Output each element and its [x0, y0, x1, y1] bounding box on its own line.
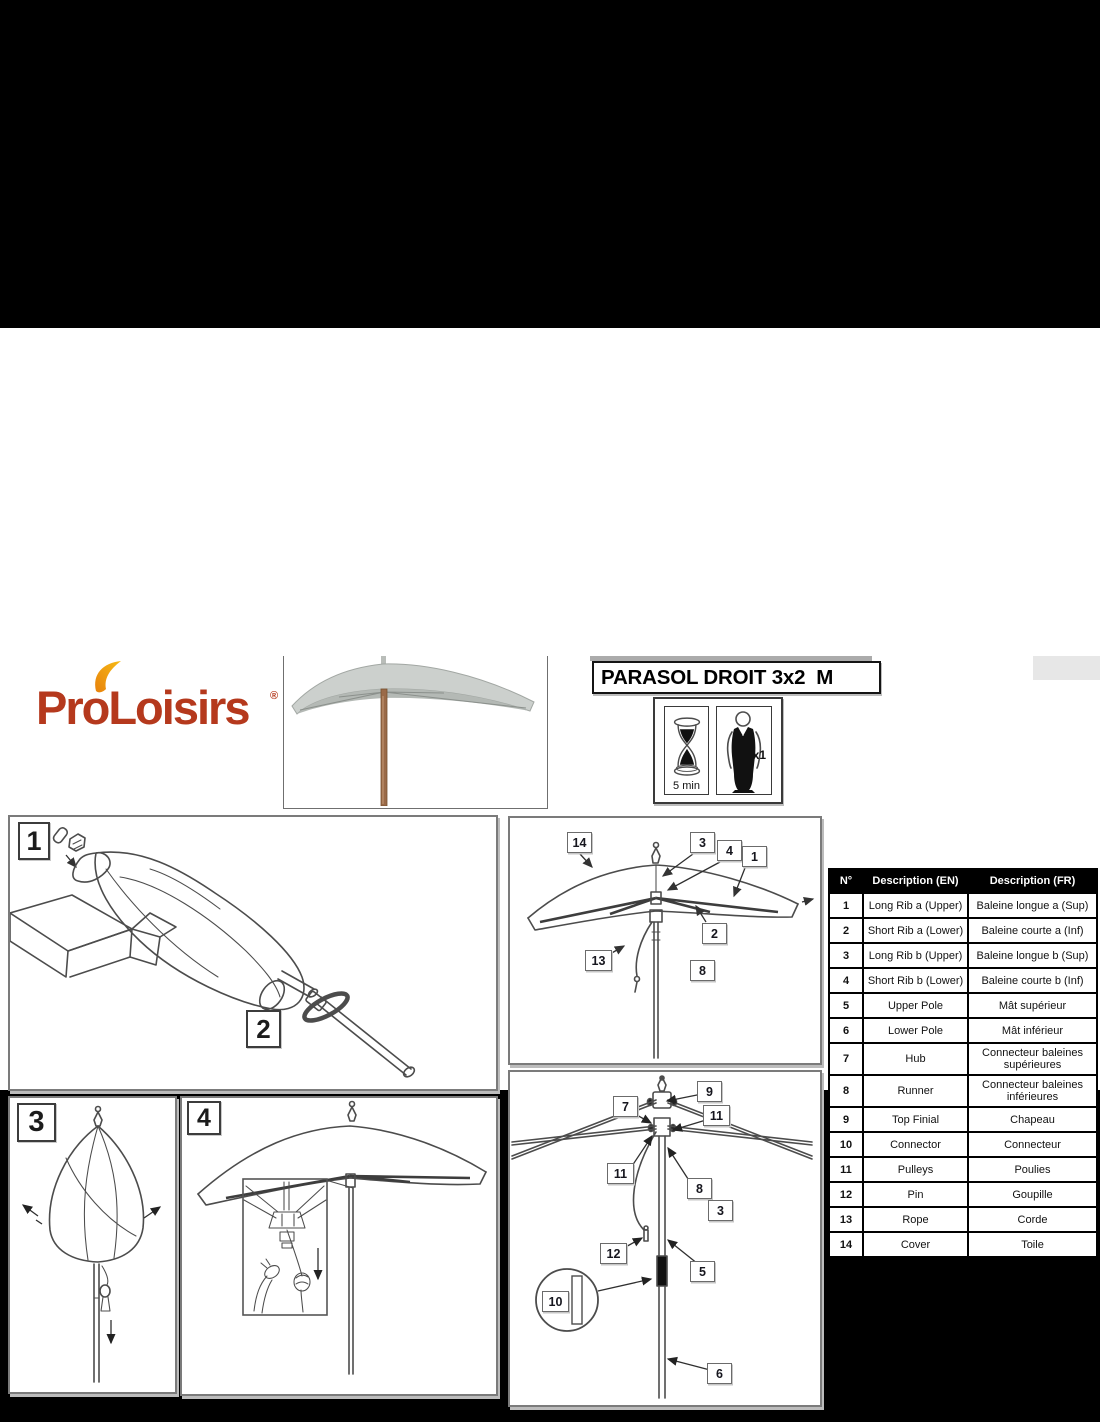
brand-logo: ProLoisirs	[36, 681, 249, 734]
table-row	[829, 1018, 1097, 1043]
table-row	[829, 1207, 1097, 1232]
cell-en: Upper Pole	[863, 993, 968, 1018]
cell-en: Hub	[863, 1043, 968, 1075]
callout-6: 6	[707, 1363, 732, 1384]
cell-fr: Goupille	[968, 1182, 1097, 1207]
cell-en: Pulleys	[863, 1157, 968, 1182]
open-umbrella-diagram	[510, 818, 820, 1063]
product-photo	[283, 656, 548, 809]
callout-1: 1	[742, 846, 767, 867]
callout-3: 3	[708, 1200, 733, 1221]
registered-trademark: ®	[270, 690, 279, 702]
parts-table	[828, 868, 1098, 1258]
header-num: N°	[829, 869, 863, 893]
step-badge-2: 2	[246, 1010, 281, 1048]
cell-fr: Connecteur baleines supérieures	[968, 1043, 1097, 1075]
table-row	[829, 1182, 1097, 1207]
cell-fr: Mât supérieur	[968, 993, 1097, 1018]
callout-9: 9	[697, 1081, 722, 1102]
cell-en: Cover	[863, 1232, 968, 1257]
duration-cell	[664, 706, 709, 795]
cell-num: 14	[829, 1232, 863, 1257]
callout-12: 12	[600, 1243, 627, 1264]
callout-10: 10	[542, 1291, 569, 1312]
table-row	[829, 918, 1097, 943]
step4-diagram	[182, 1098, 496, 1394]
duration-label: 5 min	[673, 780, 700, 792]
umbrella-photo-drawing	[284, 656, 545, 806]
cell-num: 5	[829, 993, 863, 1018]
callout-7: 7	[613, 1096, 638, 1117]
diagram-open-umbrella	[508, 816, 822, 1065]
people-cell	[716, 706, 772, 795]
cell-fr: Chapeau	[968, 1107, 1097, 1132]
cell-fr: Connecteur	[968, 1132, 1097, 1157]
table-row	[829, 1232, 1097, 1257]
callout-11b: 11	[607, 1163, 634, 1184]
callout-14: 14	[567, 832, 592, 853]
callout-5: 5	[690, 1261, 715, 1282]
header-fr: Description (FR)	[968, 869, 1097, 893]
table-row	[829, 943, 1097, 968]
cell-num: 8	[829, 1075, 863, 1107]
step-badge-4: 4	[187, 1101, 221, 1135]
step-badge-1: 1	[18, 822, 50, 860]
cell-en: Long Rib a (Upper)	[863, 893, 968, 918]
cell-num: 2	[829, 918, 863, 943]
table-row	[829, 1107, 1097, 1132]
step1-2-diagram	[10, 817, 496, 1089]
cell-num: 6	[829, 1018, 863, 1043]
cell-fr: Poulies	[968, 1157, 1097, 1182]
cell-en: Runner	[863, 1075, 968, 1107]
cell-num: 10	[829, 1132, 863, 1157]
cell-num: 4	[829, 968, 863, 993]
callout-3: 3	[690, 832, 715, 853]
table-row	[829, 1043, 1097, 1075]
cell-num: 9	[829, 1107, 863, 1132]
cell-fr: Baleine courte a (Inf)	[968, 918, 1097, 943]
people-count-label: x1	[752, 748, 766, 762]
cell-en: Lower Pole	[863, 1018, 968, 1043]
hourglass-icon	[671, 714, 703, 780]
logo-swoosh-icon	[92, 661, 128, 693]
cell-fr: Baleine longue b (Sup)	[968, 943, 1097, 968]
pole-detail-diagram	[510, 1072, 820, 1405]
cell-en: Connector	[863, 1132, 968, 1157]
step-panel-1-2	[8, 815, 498, 1091]
cell-num: 11	[829, 1157, 863, 1182]
cell-num: 3	[829, 943, 863, 968]
cell-fr: Mât inférieur	[968, 1018, 1097, 1043]
cell-en: Pin	[863, 1182, 968, 1207]
cell-en: Short Rib a (Lower)	[863, 918, 968, 943]
table-row	[829, 993, 1097, 1018]
step-panel-3	[8, 1096, 177, 1394]
page-background	[0, 328, 1100, 1381]
callout-4: 4	[717, 840, 742, 861]
step-panel-4	[180, 1096, 498, 1396]
table-row	[829, 968, 1097, 993]
table-row	[829, 1075, 1097, 1107]
cell-num: 13	[829, 1207, 863, 1232]
callout-11a: 11	[703, 1105, 730, 1126]
page-title: PARASOL DROIT 3x2 M	[592, 661, 881, 694]
cell-en: Short Rib b (Lower)	[863, 968, 968, 993]
cell-en: Rope	[863, 1207, 968, 1232]
callout-8: 8	[690, 960, 715, 981]
header-en: Description (EN)	[863, 869, 968, 893]
assembly-info-box	[653, 697, 783, 804]
scan-artifact-corner	[1033, 656, 1100, 680]
callout-13: 13	[585, 950, 612, 971]
table-header-row	[829, 869, 1097, 893]
cell-fr: Corde	[968, 1207, 1097, 1232]
step-badge-3: 3	[17, 1103, 56, 1142]
cell-num: 12	[829, 1182, 863, 1207]
cell-num: 1	[829, 893, 863, 918]
cell-en: Long Rib b (Upper)	[863, 943, 968, 968]
cell-fr: Baleine courte b (Inf)	[968, 968, 1097, 993]
diagram-pole-detail	[508, 1070, 822, 1407]
cell-fr: Connecteur baleines inférieures	[968, 1075, 1097, 1107]
callout-2: 2	[702, 923, 727, 944]
cell-num: 7	[829, 1043, 863, 1075]
callout-8: 8	[687, 1178, 712, 1199]
table-row	[829, 893, 1097, 918]
cell-fr: Baleine longue a (Sup)	[968, 893, 1097, 918]
table-row	[829, 1157, 1097, 1182]
step3-diagram	[10, 1098, 175, 1392]
table-row	[829, 1132, 1097, 1157]
cell-en: Top Finial	[863, 1107, 968, 1132]
cell-fr: Toile	[968, 1232, 1097, 1257]
